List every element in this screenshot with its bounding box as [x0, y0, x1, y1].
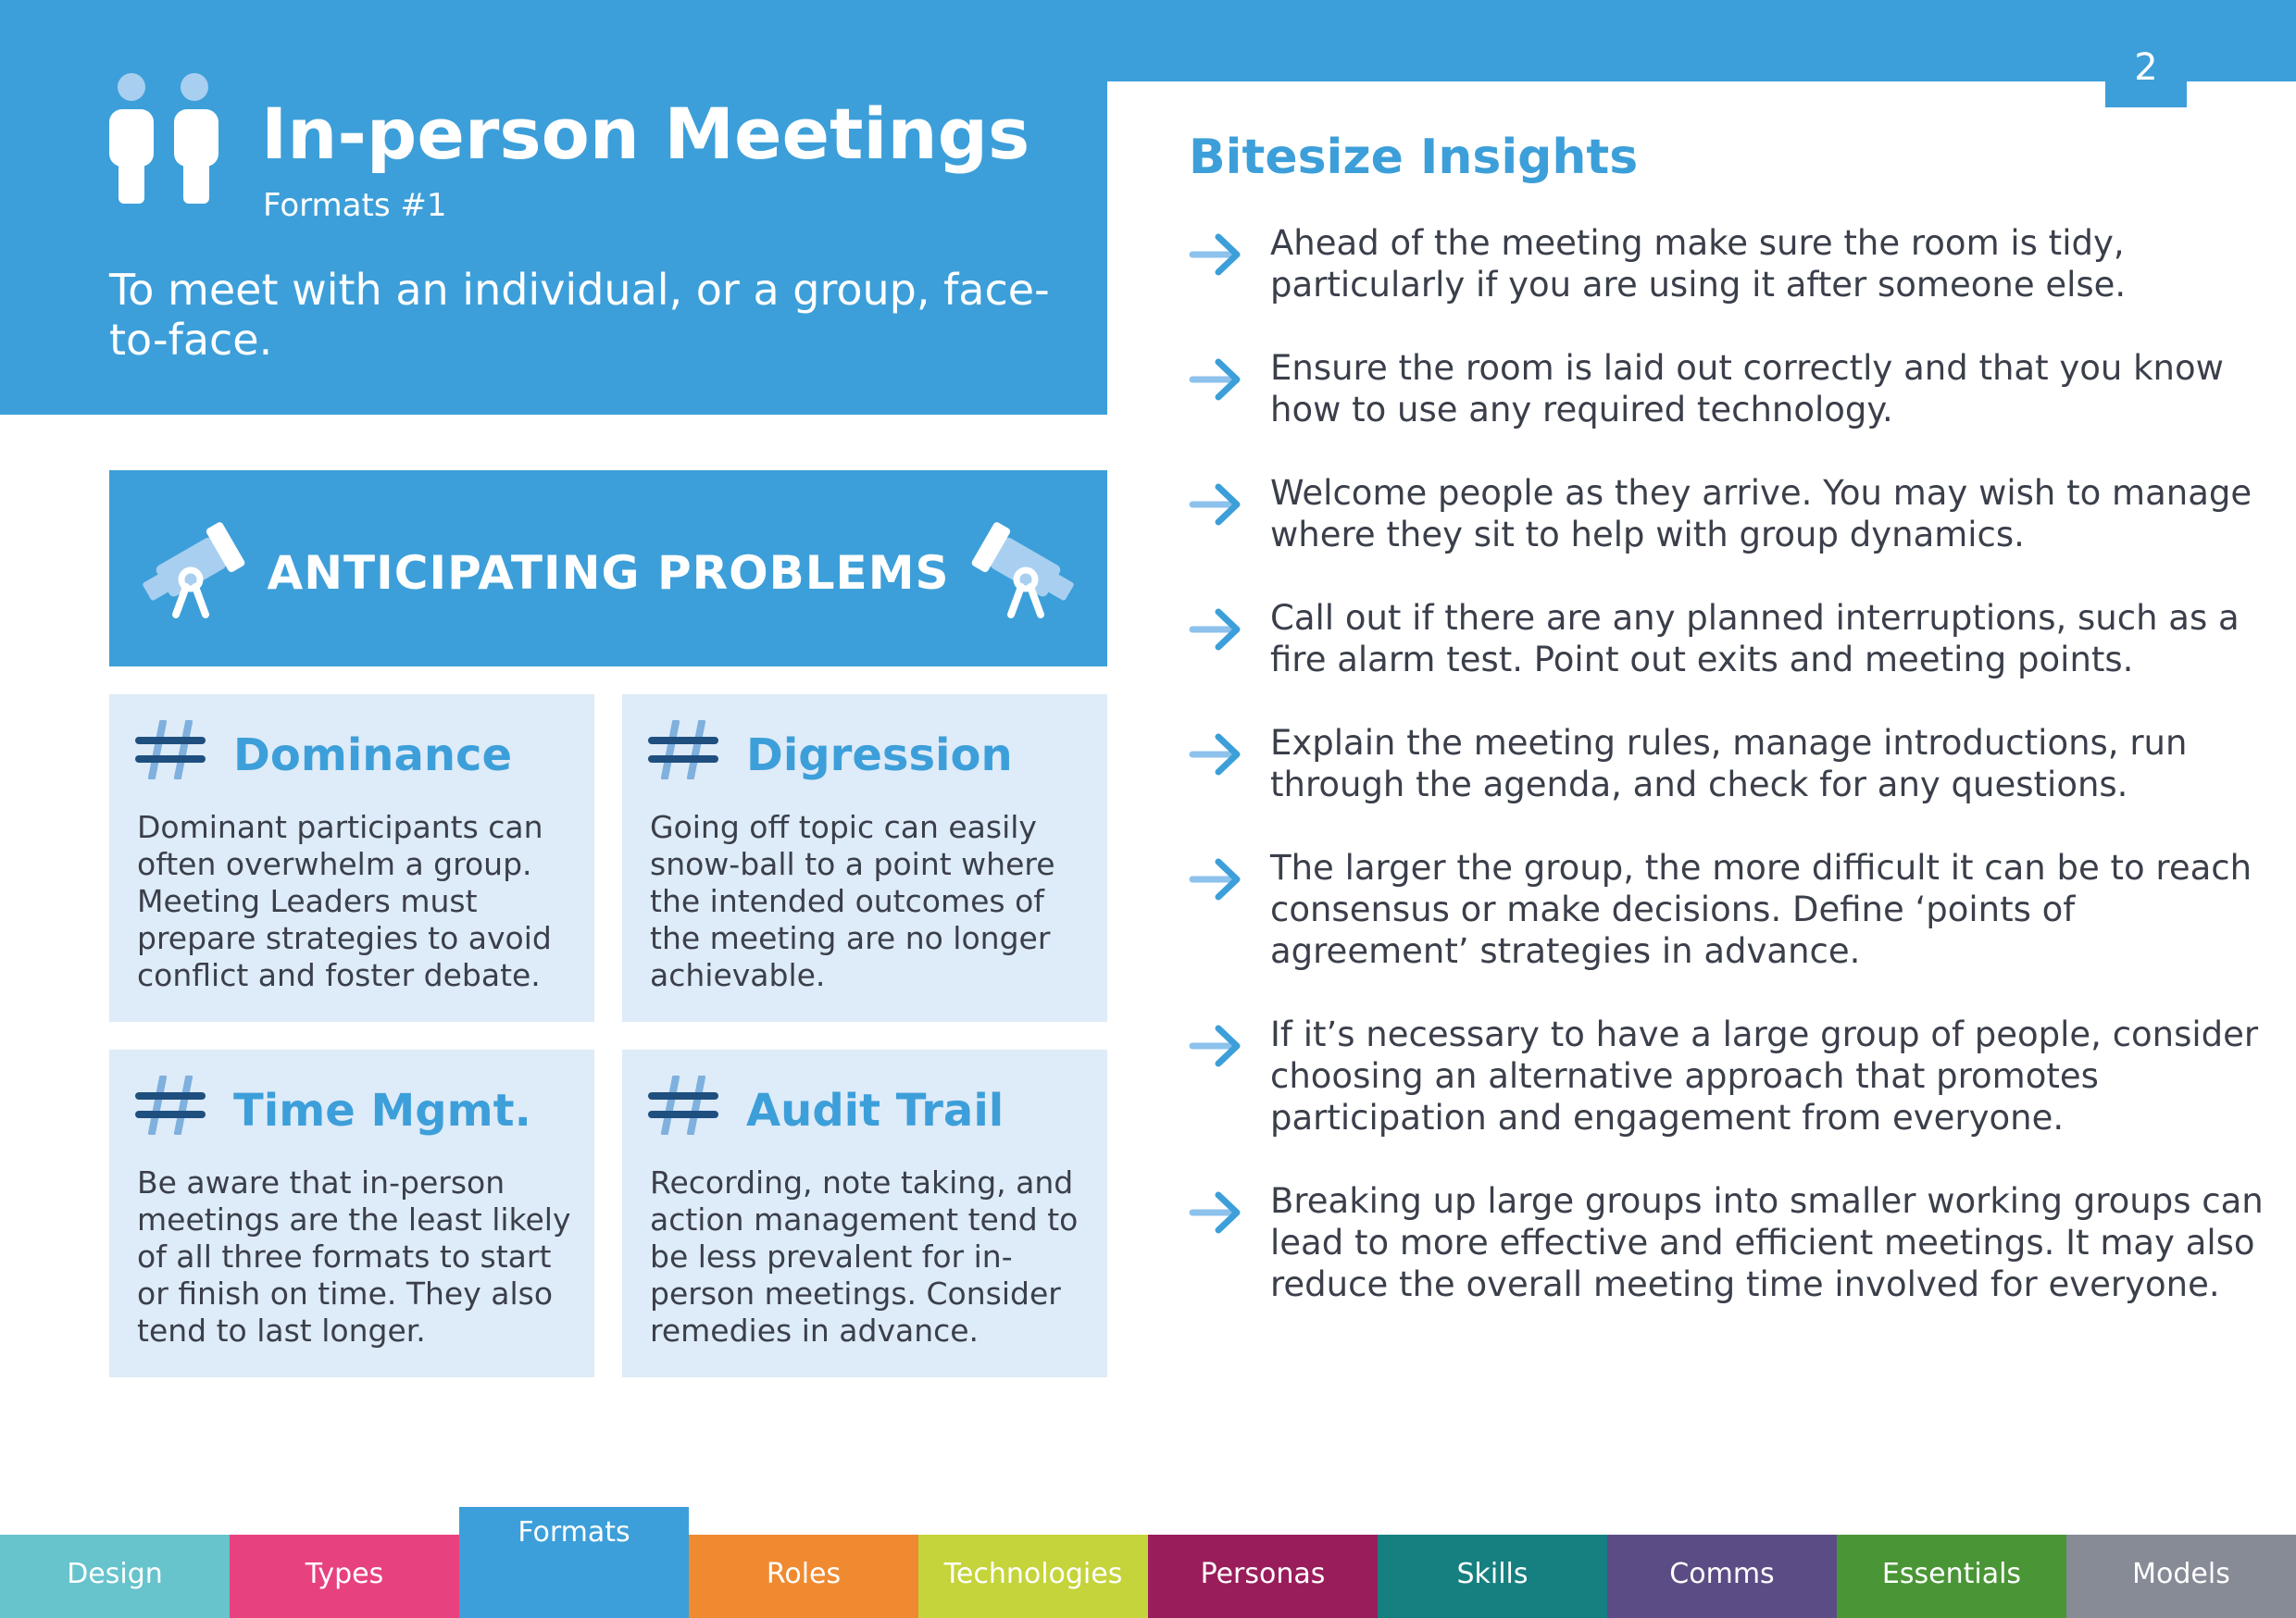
- nav-tab-types[interactable]: Types: [230, 1535, 459, 1618]
- page-number: 2: [2134, 46, 2158, 89]
- arrow-right-icon: [1189, 1023, 1244, 1069]
- arrow-right-icon: [1189, 356, 1244, 403]
- card-title: Digression: [746, 729, 1013, 781]
- problem-card-dominance: [109, 694, 594, 1022]
- arrow-right-icon: [1189, 856, 1244, 902]
- card-body: Recording, note taking, and action management tend to be less prevalent for in-person meetings. Consider remedies in advance.: [650, 1164, 1079, 1349]
- arrow-right-icon: [1189, 481, 1244, 528]
- insight-text: Ahead of the meeting make sure the room is tidy, particularly if you are using it after someone else.: [1270, 223, 2127, 305]
- arrow-right-icon: [1189, 1189, 1244, 1236]
- insight-text: Breaking up large groups into smaller working groups can lead to more effective and efficient meetings. It may also reduce the overall meeting time involved for everyone.: [1270, 1181, 2264, 1304]
- card-body: Going off topic can easily snow-ball to a point where the intended outcomes of the meeting are no longer achievable.: [650, 809, 1055, 993]
- people-icon: [104, 70, 224, 204]
- problem-card-time-mgmt: [109, 1050, 594, 1377]
- nav-tab-personas[interactable]: Personas: [1148, 1535, 1378, 1618]
- arrow-right-icon: [1189, 231, 1244, 278]
- nav-tab-models[interactable]: Models: [2066, 1535, 2296, 1618]
- nav-tab-essentials[interactable]: Essentials: [1837, 1535, 2066, 1618]
- insight-text: Ensure the room is laid out correctly and that you know how to use any required technology.: [1270, 348, 2224, 429]
- banner-label: ANTICIPATING PROBLEMS: [267, 546, 950, 600]
- telescope-icon: [970, 513, 1081, 624]
- nav-tab-formats[interactable]: Formats: [459, 1507, 689, 1618]
- hash-icon: [135, 1076, 206, 1135]
- card-body: Be aware that in-person meetings are the least likely of all three formats to start or finish on time. They also tend to last longer.: [137, 1164, 571, 1349]
- card-title: Dominance: [233, 729, 513, 781]
- anticipating-problems-banner: [109, 470, 1107, 666]
- insight-text: Welcome people as they arrive. You may wish to manage where they sit to help with group dynamics.: [1270, 473, 2252, 554]
- insight-text: Explain the meeting rules, manage introductions, run through the agenda, and check for any questions.: [1270, 723, 2188, 804]
- arrow-right-icon: [1189, 606, 1244, 653]
- nav-tab-design[interactable]: Design: [0, 1535, 230, 1618]
- insights-title: Bitesize Insights: [1189, 130, 1639, 185]
- arrow-right-icon: [1189, 731, 1244, 778]
- insight-text: Call out if there are any planned interruptions, such as a fire alarm test. Point out exits and meeting points.: [1270, 598, 2240, 679]
- nav-tab-comms[interactable]: Comms: [1607, 1535, 1837, 1618]
- problem-card-audit-trail: [622, 1050, 1107, 1377]
- card-title: Audit Trail: [746, 1085, 1004, 1137]
- card-title: Time Mgmt.: [233, 1085, 531, 1137]
- header-panel: [0, 0, 1107, 415]
- page-title: In-person Meetings: [261, 93, 1030, 175]
- nav-tab-skills[interactable]: Skills: [1378, 1535, 1607, 1618]
- nav-tab-technologies[interactable]: Technologies: [918, 1535, 1148, 1618]
- insight-text: If it’s necessary to have a large group of people, consider choosing an alternative approach that promotes participation and engagement from everyone.: [1270, 1014, 2259, 1138]
- card-body: Dominant participants can often overwhelm a group. Meeting Leaders must prepare strategies to avoid conflict and foster debate.: [137, 809, 552, 993]
- hash-icon: [648, 720, 718, 779]
- page-subtitle: Formats #1: [263, 187, 447, 224]
- hash-icon: [648, 1076, 718, 1135]
- problem-card-digression: [622, 694, 1107, 1022]
- section-nav: [0, 1516, 2296, 1618]
- nav-tab-roles[interactable]: Roles: [689, 1535, 918, 1618]
- hash-icon: [135, 720, 206, 779]
- intro-text: To meet with an individual, or a group, face-to-face.: [109, 265, 1050, 365]
- insight-text: The larger the group, the more difficult it can be to reach consensus or make decisions. Define ‘points of agreement’ strategies in advance.: [1270, 848, 2252, 971]
